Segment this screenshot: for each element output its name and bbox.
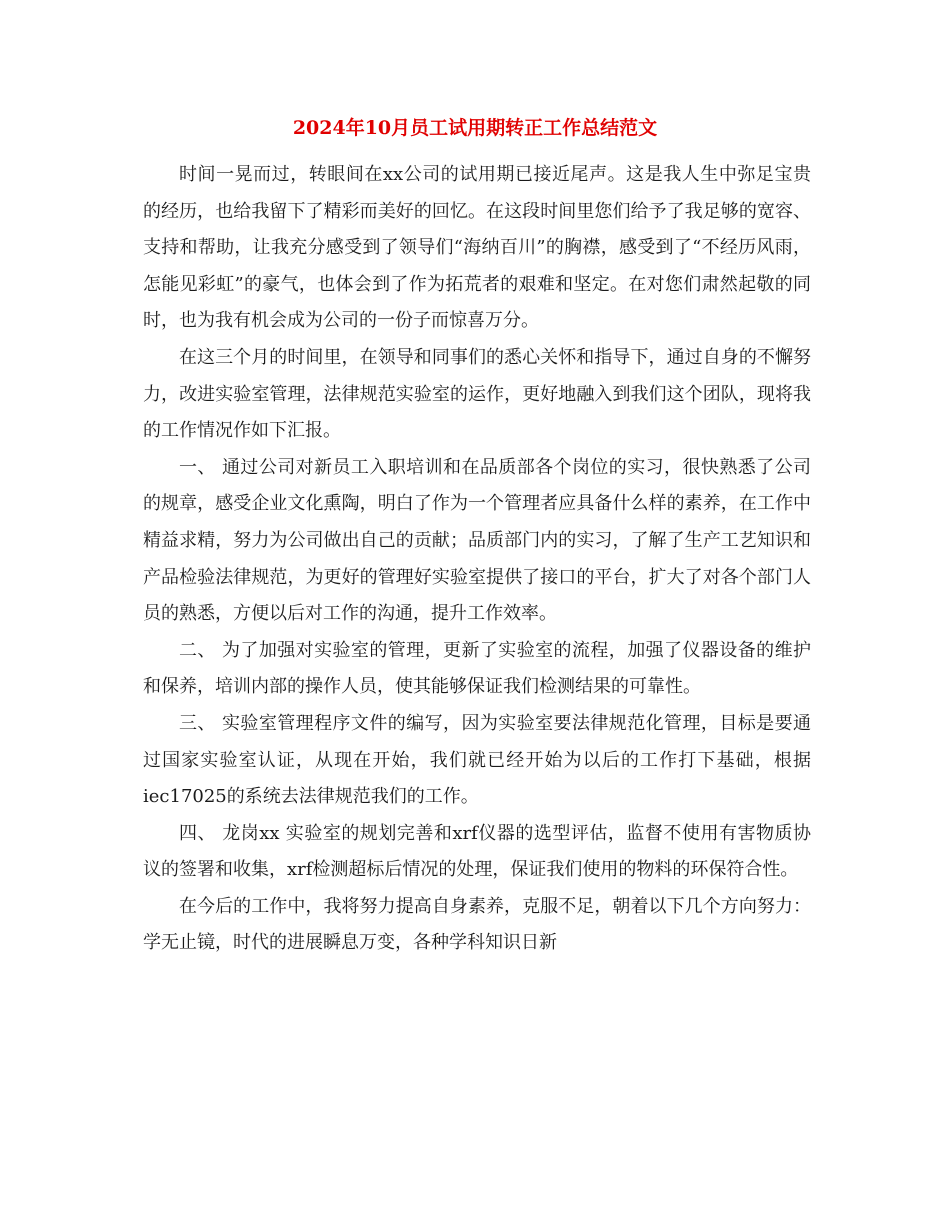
paragraph: 时间一晃而过，转眼间在xx公司的试用期已接近尾声。这是我人生中弥足宝贵的经历，也给我留下了精彩而美好的回忆。在这段时间里您们给予了我足够的宽容、支持和帮助，让我充分感受到了领导们“海纳百川”的胸襟，感受到了“不经历风雨，怎能见彩虹”的豪气，也体会到了作为拓荒者的艰难和坚定。在对您们肃然起敬的同时，也为我有机会成为公司的一份子而惊喜万分。 [143,164,811,332]
paragraph: 一、 通过公司对新员工入职培训和在品质部各个岗位的实习，很快熟悉了公司的规章，感受企业文化熏陶，明白了作为一个管理者应具备什么样的素养，在工作中精益求精，努力为公司做出自己的贡献；品质部门内的实习，了解了生产工艺知识和产品检验法律规范，为更好的管理好实验室提供了接口的平台，扩大了对各个部门人员的熟悉，方便以后对工作的沟通，提升工作效率。 [143,456,811,625]
document-title: 2024年10月员工试用期转正工作总结范文 [292,117,658,139]
paragraph: 二、 为了加强对实验室的管理，更新了实验室的流程，加强了仪器设备的维护和保养，培训内部的操作人员，使其能够保证我们检测结果的可靠性。 [143,639,811,698]
document-body [143,157,811,962]
paragraph: 在这三个月的时间里，在领导和同事们的悉心关怀和指导下，通过自身的不懈努力，改进实验室管理，法律规范实验室的运作，更好地融入到我们这个团队，现将我的工作情况作如下汇报。 [143,346,811,442]
paragraph: 在今后的工作中，我将努力提高自身素养，克服不足，朝着以下几个方向努力： 学无止镜，时代的进展瞬息万变，各种学科知识日新 [143,895,811,954]
paragraph: 四、 龙岗xx 实验室的规划完善和xrf仪器的选型评估，监督不使用有害物质协议的签署和收集，xrf检测超标后情况的处理，保证我们使用的物料的环保符合性。 [143,822,811,881]
paragraph: 三、 实验室管理程序文件的编写，因为实验室要法律规范化管理，目标是要通过国家实验室认证，从现在开始，我们就已经开始为以后的工作打下基础，根据iec17025的系统去法律规范我们的工作。 [143,712,811,808]
